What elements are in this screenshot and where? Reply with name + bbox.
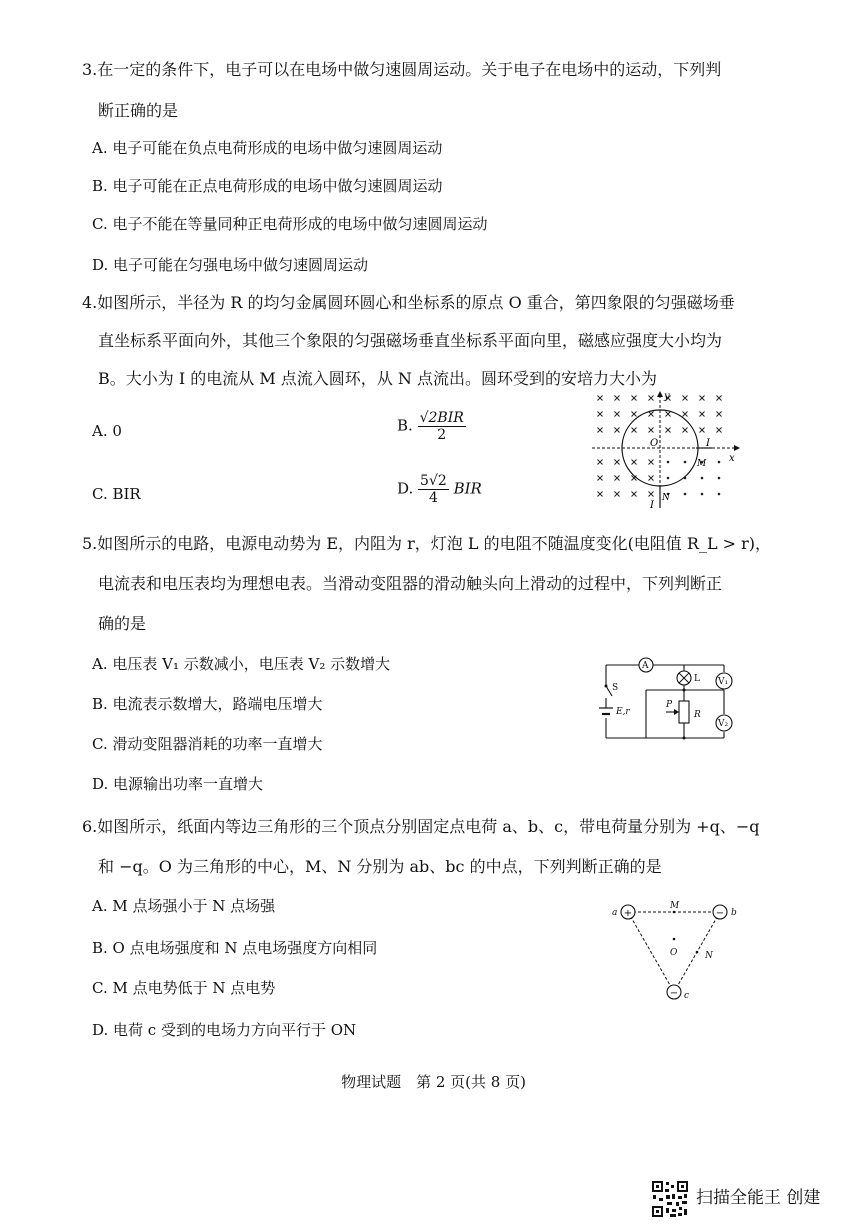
x-axis-label: x	[729, 453, 735, 464]
q6-option-b: B. O 点电场强度和 N 点电场强度方向相同	[92, 939, 378, 957]
q4-option-d: D. $\frac{5√2}{4}$ BIR	[397, 473, 482, 506]
v2-label: V₂	[718, 719, 729, 729]
q3-stem-line2: 断正确的是	[98, 101, 179, 120]
label-c: c	[684, 991, 690, 1001]
field-cross	[615, 492, 620, 497]
field-dot	[684, 493, 687, 496]
field-cross	[598, 476, 603, 481]
q5-option-b: B. 电流表示数增大，路端电压增大	[92, 695, 323, 713]
q6-option-a: A. M 点场强小于 N 点场强	[92, 897, 276, 915]
label-m: M	[670, 901, 680, 911]
field-cross	[700, 396, 705, 401]
field-dot	[684, 461, 687, 464]
field-cross	[598, 428, 603, 433]
rheostat-r	[679, 701, 689, 723]
page-footer: 物理试题 第 2 页(共 8 页)	[341, 1073, 526, 1091]
q5-circuit-figure	[596, 656, 744, 744]
field-cross	[717, 396, 722, 401]
rheostat-label: R	[694, 710, 701, 720]
field-cross	[632, 492, 637, 497]
field-cross	[700, 412, 705, 417]
field-cross	[615, 428, 620, 433]
label-a: a	[612, 908, 618, 918]
field-cross	[649, 460, 654, 465]
slider-arrow-icon	[674, 709, 679, 715]
qr-code-icon	[651, 1180, 689, 1218]
q5-stem-line3: 确的是	[98, 614, 147, 633]
q4-option-c: C. BIR	[92, 485, 141, 503]
q4-stem-line3: B。大小为 I 的电流从 M 点流入圆环，从 N 点流出。圆环受到的安培力大小为	[98, 369, 657, 388]
q5-option-c: C. 滑动变阻器消耗的功率一直增大	[92, 735, 323, 753]
scanner-watermark: 扫描全能王 创建	[696, 1188, 821, 1208]
field-cross	[683, 412, 688, 417]
label-o: O	[670, 948, 678, 958]
field-cross	[649, 428, 654, 433]
q6-stem-line2: 和 −q。O 为三角形的中心，M、N 分别为 ab、bc 的中点，下列判断正确的是	[98, 857, 662, 876]
minus-sign-c: −	[669, 988, 679, 999]
field-dot	[718, 461, 721, 464]
field-dot	[718, 493, 721, 496]
field-cross	[615, 412, 620, 417]
label-b: b	[731, 908, 737, 918]
q4-option-d-fraction: $\frac{5√2}{4}$	[420, 473, 447, 506]
q4-option-a: A. 0	[92, 422, 122, 440]
field-dot	[667, 477, 670, 480]
q6-option-d: D. 电荷 c 受到的电场力方向平行于 ON	[92, 1021, 357, 1039]
field-cross	[632, 428, 637, 433]
field-cross	[666, 428, 671, 433]
field-cross	[649, 396, 654, 401]
field-cross	[632, 412, 637, 417]
field-cross	[598, 412, 603, 417]
field-dot	[718, 477, 721, 480]
field-cross	[666, 412, 671, 417]
point-n-label: N	[662, 493, 670, 503]
field-cross	[632, 396, 637, 401]
field-cross	[649, 476, 654, 481]
point-m-label: M	[697, 459, 707, 469]
field-dot	[701, 493, 704, 496]
field-dot	[701, 477, 704, 480]
q3-option-a: A. 电子可能在负点电荷形成的电场中做匀速圆周运动	[92, 139, 443, 157]
q3-option-d: D. 电子可能在匀强电场中做匀速圆周运动	[92, 256, 369, 274]
field-cross	[615, 396, 620, 401]
field-cross	[683, 396, 688, 401]
q5-option-a: A. 电压表 V₁ 示数减小，电压表 V₂ 示数增大	[92, 655, 391, 673]
current-out-label: I	[650, 500, 654, 511]
q4-magnetic-field-figure	[592, 390, 742, 512]
q4-stem-line1: 4.如图所示，半径为 R 的均匀金属圆环圆心和坐标系的原点 O 重合，第四象限的匀强磁场垂	[82, 293, 735, 312]
field-cross	[683, 428, 688, 433]
q3-option-c: C. 电子不能在等量同种正电荷形成的电场中做匀速圆周运动	[92, 215, 488, 233]
q4-stem-line2: 直坐标系平面向外，其他三个象限的匀强磁场垂直坐标系平面向里，磁感应强度大小均为	[98, 331, 723, 350]
minus-sign-b: −	[715, 908, 725, 919]
q3-stem-line1: 3.在一定的条件下，电子可以在电场中做匀速圆周运动。关于电子在电场中的运动，下列判	[82, 60, 722, 79]
field-cross	[615, 476, 620, 481]
y-axis-arrow-icon	[657, 391, 663, 397]
field-cross	[632, 460, 637, 465]
field-cross	[615, 460, 620, 465]
q5-stem-line1: 5.如图所示的电路，电源电动势为 E，内阻为 r，灯泡 L 的电阻不随温度变化(电阻值 R_L > r)，	[82, 534, 772, 553]
y-axis-label: y	[664, 391, 670, 402]
slider-label: P	[666, 700, 673, 710]
v1-label: V₁	[718, 677, 729, 687]
q6-option-c: C. M 点电势低于 N 点电势	[92, 979, 276, 997]
ammeter-label: A	[642, 661, 649, 671]
plus-sign: +	[623, 908, 633, 919]
field-cross	[649, 492, 654, 497]
field-cross	[598, 460, 603, 465]
battery-label: E,r	[616, 707, 630, 717]
lamp-label: L	[694, 674, 700, 684]
q5-stem-line2: 电流表和电压表均为理想电表。当滑动变阻器的滑动触头向上滑动的过程中，下列判断正	[98, 574, 723, 593]
q3-option-b: B. 电子可能在正点电荷形成的电场中做匀速圆周运动	[92, 177, 443, 195]
field-cross	[700, 428, 705, 433]
field-cross	[598, 492, 603, 497]
field-cross	[717, 412, 722, 417]
field-cross	[649, 412, 654, 417]
q4-option-b: B. $\frac{\text{√2BIR}}{2}$	[397, 410, 464, 443]
battery-icon	[599, 708, 613, 714]
switch-label: S	[612, 683, 619, 693]
label-n: N	[705, 951, 713, 961]
field-cross	[717, 428, 722, 433]
field-dot	[667, 461, 670, 464]
x-axis-arrow-icon	[734, 445, 740, 451]
current-in-label: I	[706, 438, 710, 449]
origin-label: O	[650, 438, 659, 449]
q4-option-b-fraction: $\frac{\text{√2BIR}}{2}$	[419, 410, 464, 443]
q5-option-d: D. 电源输出功率一直增大	[92, 775, 264, 793]
field-cross	[598, 396, 603, 401]
q6-stem-line1: 6.如图所示，纸面内等边三角形的三个顶点分别固定点电荷 a、b、c，带电荷量分别为 +q、−q	[82, 817, 760, 836]
q6-triangle-figure	[604, 898, 754, 1006]
